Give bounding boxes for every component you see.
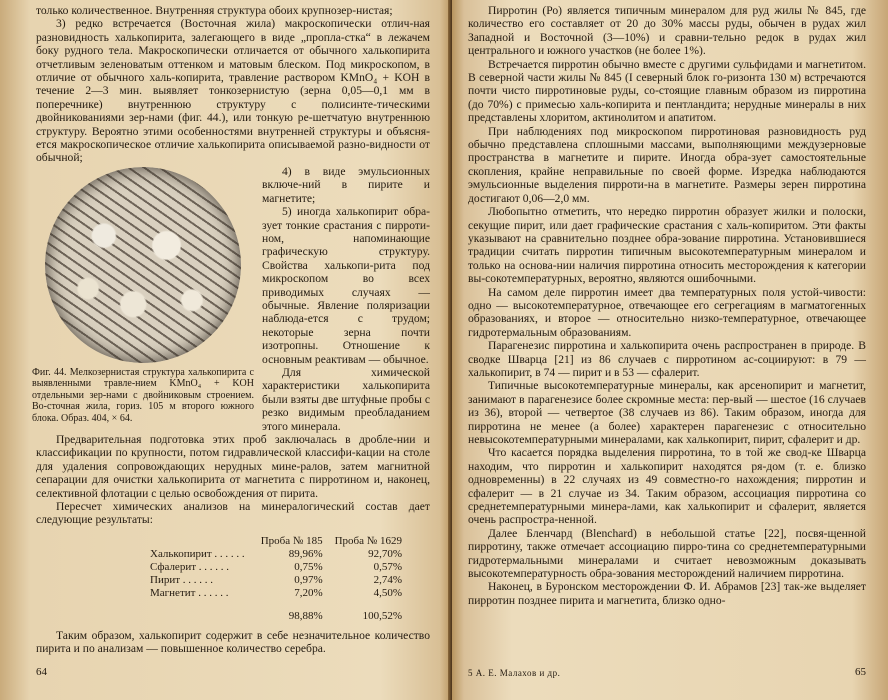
paragraph: 4) в виде эмульсионных включе-ний в пирите и магнетите; — [262, 164, 430, 205]
total-cell: 98,88% — [288, 609, 323, 622]
printer-signature: 5 А. Е. Малахов и др. — [468, 668, 561, 678]
table-total-row — [144, 600, 408, 623]
paragraph: На самом деле пирротин имеет два температурных поля устой-чивости: одно — высокотемпературное, отвечающее его сегрегациям в магматогенных образованиях, и второе — относительно низко-температурное, отвечающее гидротермальным образованиям. — [468, 285, 866, 339]
value-cell: 7,20% — [294, 586, 323, 599]
paragraph: Пирротин (Ро) является типичным минералом для руд жилы № 845, где количество его составляет от 20 до 30% массы руды, обычен в рудах жил Западной и Восточной (3—10%) и сравни-тельно редок в рудах жил центрального и южного участков (не более 1%). — [468, 4, 866, 58]
paragraph: Пересчет химических анализов на минералогический состав дает следующие результаты: — [36, 500, 430, 527]
mineral-name: Сфалерит . . . . . . — [150, 560, 230, 573]
paragraph — [36, 17, 430, 164]
paragraph: Для химической характеристики халькопирита были взяты две штуфные пробы с резко видимым преобладанием этого минерала. — [262, 365, 430, 433]
figure-44 — [32, 167, 254, 424]
composition-table — [144, 535, 408, 623]
mineral-name: Магнетит . . . . . . — [150, 586, 229, 599]
value-cell: 0,75% — [294, 560, 323, 573]
page-number: 64 — [36, 666, 47, 678]
table-header-row — [144, 535, 408, 548]
mineral-name: Пирит . . . . . . — [150, 573, 214, 586]
total-cell: 100,52% — [362, 609, 403, 622]
paragraph: При наблюдениях под микроскопом пирротиновая разновидность руд обычно представлена сплошными массами, выполняющими междузерновые пространства в магнетите и пирите. Иногда обра-зует самостоятельные скопления, крайне неправильные по своей форме. Изредка наблюдаются эмульсионные выделения пирроти-на в магнетите. Размеры зерен пирротина достигают 0,06—2,0 мм. — [468, 124, 866, 205]
table-row — [144, 587, 408, 600]
table-row — [144, 574, 408, 587]
value-cell: 0,97% — [294, 573, 323, 586]
paragraph: Парагенезис пирротина и халькопирита очень распространен в природе. В сводке Шварца [21] из 86 случаев с пирротином ас-социируют: в 79 — халькопирит, в 74 — пирит и в 53 — сфалерит. — [468, 339, 866, 379]
paragraph: 5) иногда халькопирит обра-зует тонкие срастания с пирроти-ном, напоминающие графическую структуру. Свойства халькопи-рита под микроскопом во всех приводимых случаях — обычные. Явление поляризации наблюда-ется с трудом; некоторые зерна почти изотропны. Отношение к основным реактивам — обычное. — [262, 205, 430, 366]
paragraph: Типичные высокотемпературные минералы, как арсенопирит и магнетит, занимают в парагенезисе более скромные места: пер-вый — шестое (16 случаев из 36), второй — четвертое (38 случаев из 86). Таким образом, иногда для пирротина не менее (а более) характерен парагенезис с относительно невысокотемпературными минералами, как халькопирит, пирит, сфалерит и др. — [468, 379, 866, 446]
page-number: 65 — [855, 666, 866, 678]
paragraph: Любопытно отметить, что нередко пирротин образует жилки и полоски, секущие пирит, или дает графические срастания с халь-копиритом. Эти факты указывают на сравнительно позднее обра-зование пирротина. Установившиеся традиции считать пирротин типичным высокотемпературным минералом и только на основа-нии наличия пирротина относить месторождения к категории вы-сокотемпературных, вероятно, являются ошибочными. — [468, 205, 866, 286]
mineral-name: Халькопирит . . . . . . — [150, 547, 245, 560]
column-header: Проба № 185 — [260, 534, 323, 547]
figure-caption: Фиг. 44. Мелкозернистая структура халькопирита с выявленными травле-нием KMnO₄ + KOH отдельными зер-нами с двойниковым строением. Во-сточная жила, гориз. 105 м второго южного блока. Образ. 404, × 64. — [32, 366, 254, 424]
paragraph: Что касается порядка выделения пирротина, то в той же свод-ке Шварца находим, что пирротин и халькопирит находятся ря-дом (т. е. близко одновременны) в 22 случаях из 49 совместно-го нахождения; пирротин и сфалерит — в 21 случае из 34. Таким образом, ассоциация пирротина со среднетемпературными минера-лами, как халькопирит и сфалерит, является очень распростра-ненной. — [468, 446, 866, 527]
paragraph: Встречается пирротин обычно вместе с другими сульфидами и магнетитом. В северной части жилы № 845 (I северный блок го-ризонта 130 м) встречаются почти чисто пирротиновые руды, со-стоящие главным образом из пирротина (до 70%) с примесью халь-копирита и пентландита; нерудные минералы в них представлены хлоритом, актинолитом и апатитом. — [468, 57, 866, 125]
paragraph: Наконец, в Буронском месторождении Ф. И. Абрамов [23] так-же выделяет пирротин позднее пирита и магнетита, близко одно- — [468, 580, 866, 607]
paragraph: Предварительная подготовка этих проб заключалась в дробле-нии и классификации по крупности, потом гидравлической классифи-кации на столе для удаления сопровождающих нерудных мине-ралов, затем магнитной сепарации для очистки халькопирита от магнетита с пирротином и, наконец, селективной флотации с целью освобождения от пирита. — [36, 433, 430, 500]
right-page — [452, 0, 888, 700]
value-cell: 4,50% — [373, 586, 403, 599]
column-header: Проба № 1629 — [334, 534, 403, 547]
paragraph: Далее Бленчард (Blenchard) в небольшой статье [22], посвя-щенной пирротину, также отмечает ассоциацию пирро-тина со среднетемпературными гидротермальными минералами и считает невозможным доказывать высокотемпературность обра-зования месторождений наличием пирротина. — [468, 526, 866, 581]
table-row — [144, 561, 408, 574]
paragraph: Таким образом, халькопирит содержит в себе незначительное количество пирита и по анализам — повышенное количество серебра. — [36, 628, 430, 656]
table-row — [144, 548, 408, 561]
value-cell: 89,96% — [288, 547, 323, 560]
value-cell: 92,70% — [368, 547, 403, 560]
value-cell: 2,74% — [373, 573, 403, 586]
value-cell: 0,57% — [373, 560, 403, 573]
micrograph-image — [45, 167, 241, 363]
paragraph-text: 3) редко встречается (Восточная жила) макроскопически отлич-ная разновидность халькопирита, залегающего в виде „пропла-стка“ в лежачем боку рудного тела. Макроскопически отличается от обычного халькопирита отчетливым зеленоватым оттенком и матовым блеском. Под микроскопом, в отличие от обычного халь-копирита, травление раствором KMnO₄ + KOH в течение 2—3 мин. выявляет тонкозернистую (зерна 0,05—0,1 мм в поперечнике) внутреннюю структуру с полисинте-тическими двойникованиями зер-нами (фиг. 44.), или тонкую ре-шетчатую внутреннюю структуру. Вероятно этими особенностями внутренней структуры и объясня-ется макроскопическое отличие халькопирита описываемой разно-видности от обычной; — [36, 17, 430, 165]
paragraph: только количественное. Внутренняя структура обоих крупнозер-нистая; — [36, 4, 393, 17]
